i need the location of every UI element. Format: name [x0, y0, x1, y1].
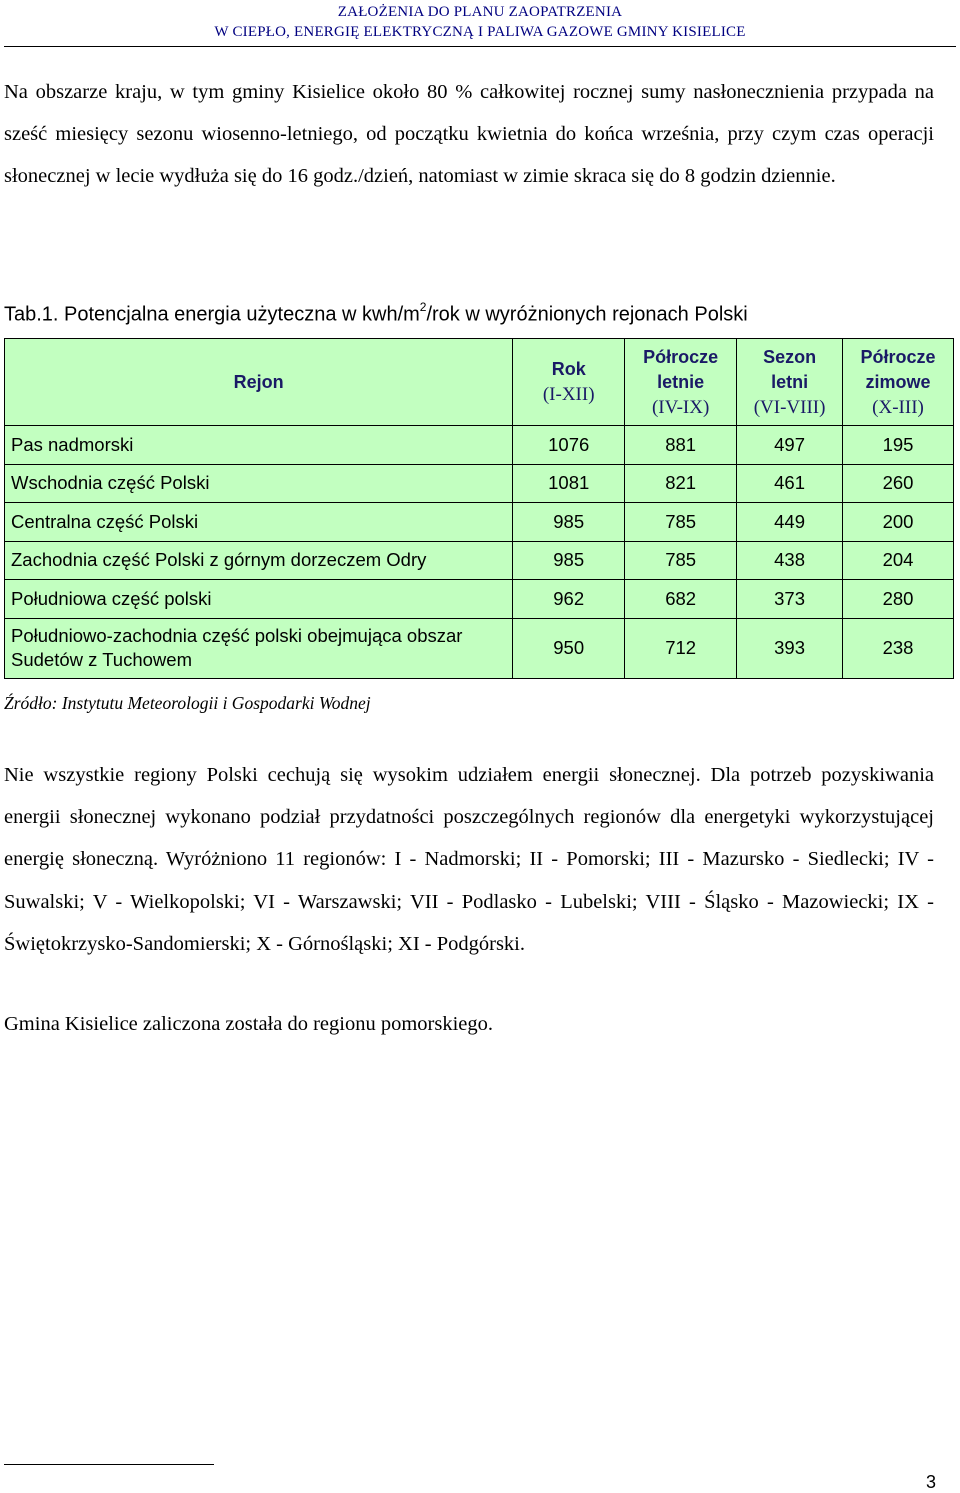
table-caption [4, 294, 748, 330]
intro-paragraph: Na obszarze kraju, w tym gminy Kisielice około 80 % całkowitej rocznej sumy nasłonecznienia przypada na sześć miesięcy sezonu wiosenno-letniego, od początku kwietnia do końca września, przy czym czas operacji słonecznej w lecie wydłuża się do 16 godz./dzień, natomiast w zimie skraca się do 8 godzin dziennie. [4, 81, 934, 187]
footer-divider [4, 1464, 214, 1465]
summer-half-value: 821 [625, 464, 737, 503]
winter-half-value: 280 [843, 580, 954, 619]
table-row [5, 580, 954, 619]
year-value: 950 [513, 618, 625, 678]
page-number: 3 [925, 1472, 936, 1492]
caption-superscript: 2 [419, 300, 427, 314]
region-cell: Południowa część polski [5, 580, 513, 619]
year-value: 985 [513, 503, 625, 542]
summer-half-value: 881 [625, 426, 737, 465]
caption-text-end: /rok w wyróżnionych rejonach Polski [426, 303, 748, 326]
conclusion-paragraph: Gmina Kisielice zaliczona została do regionu pomorskiego. [4, 1013, 493, 1035]
summer-half-value: 785 [625, 541, 737, 580]
year-value: 985 [513, 541, 625, 580]
year-value: 1076 [513, 426, 625, 465]
summer-season-value: 393 [737, 618, 843, 678]
year-value: 1081 [513, 464, 625, 503]
winter-half-value: 204 [843, 541, 954, 580]
year-value: 962 [513, 580, 625, 619]
header-divider [4, 46, 956, 47]
column-header-summer-half: Półrocze letnie (IV-IX) [625, 339, 737, 426]
table-source-note: Źródło: Instytutu Meteorologii i Gospodarki Wodnej [4, 693, 371, 713]
column-header-region: Rejon [5, 339, 513, 426]
table-row [5, 503, 954, 542]
table-header-row [5, 339, 954, 426]
summer-half-value: 785 [625, 503, 737, 542]
energy-table [4, 338, 954, 679]
region-cell: Pas nadmorski [5, 426, 513, 465]
column-header-year: Rok (I-XII) [513, 339, 625, 426]
header-line-1: ZAŁOŻENIA DO PLANU ZAOPATRZENIA [337, 4, 623, 20]
table-row [5, 541, 954, 580]
region-cell: Zachodnia część Polski z górnym dorzeczem Odry [5, 541, 513, 580]
running-header [0, 2, 960, 42]
winter-half-value: 238 [843, 618, 954, 678]
region-cell: Południowo-zachodnia część polski obejmująca obszar Sudetów z Tuchowem [5, 618, 513, 678]
winter-half-value: 260 [843, 464, 954, 503]
summer-season-value: 461 [737, 464, 843, 503]
summer-half-value: 712 [625, 618, 737, 678]
summer-season-value: 438 [737, 541, 843, 580]
caption-text: Tab.1. Potencjalna energia użyteczna w kwh/m [4, 303, 420, 326]
summer-season-value: 373 [737, 580, 843, 619]
column-header-winter-half: Półrocze zimowe (X-III) [843, 339, 954, 426]
winter-half-value: 200 [843, 503, 954, 542]
summer-half-value: 682 [625, 580, 737, 619]
region-cell: Wschodnia część Polski [5, 464, 513, 503]
summer-season-value: 449 [737, 503, 843, 542]
regions-paragraph: Nie wszystkie regiony Polski cechują się wysokim udziałem energii słonecznej. Dla potrzeb pozyskiwania energii słonecznej wykonano podział przydatności poszczególnych regionów dla energetyki wykorzystującej energię słoneczną. Wyróżniono 11 regionów: I - Nadmorski; II - Pomorski; III - Mazursko - Siedlecki; IV - Suwalski; V - Wielkopolski; VI - Warszawski; VII - Podlasko - Lubelski; VIII - Śląsko - Mazowiecki; IX - Świętokrzysko-Sandomierski; X - Górnośląski; XI - Podgórski. [4, 764, 934, 955]
region-cell: Centralna część Polski [5, 503, 513, 542]
column-header-summer-season: Sezon letni (VI-VIII) [737, 339, 843, 426]
table-row [5, 426, 954, 465]
winter-half-value: 195 [843, 426, 954, 465]
table-row [5, 464, 954, 503]
summer-season-value: 497 [737, 426, 843, 465]
table-row [5, 618, 954, 678]
header-line-2: W CIEPŁO, ENERGIĘ ELEKTRYCZNĄ I PALIWA GAZOWE GMINY KISIELICE [214, 24, 746, 40]
